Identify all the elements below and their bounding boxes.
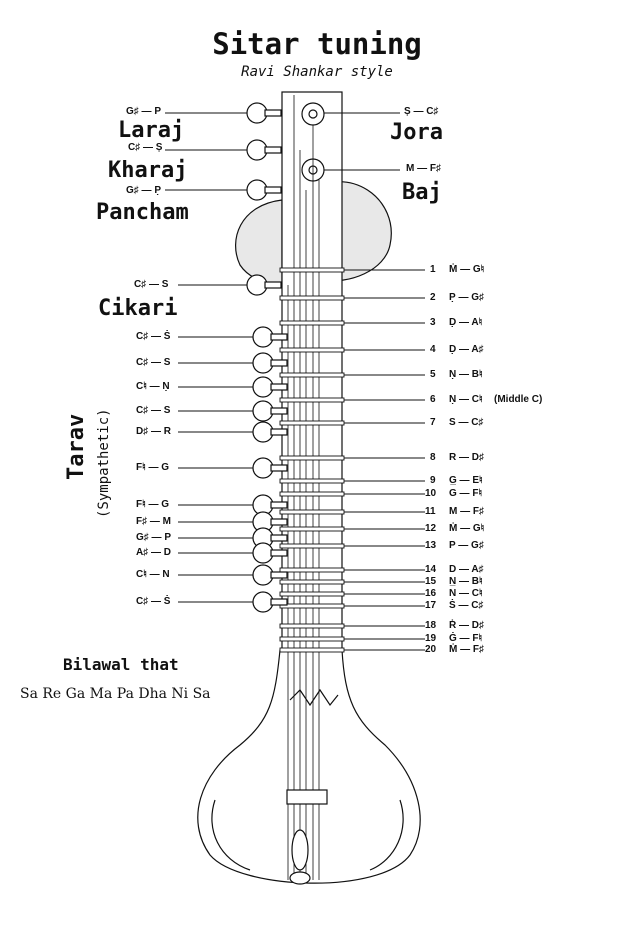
fret-note: Ḍ — A♮ bbox=[449, 317, 483, 328]
tarav-note: C♯ — S bbox=[136, 357, 171, 368]
tarav-note: F♯ — M bbox=[136, 516, 171, 527]
tarav-peg bbox=[253, 327, 273, 347]
cikari-label: Cikari bbox=[98, 296, 178, 321]
page-subtitle: Ravi Shankar style bbox=[241, 64, 393, 80]
fret-note: P̣ — G♯ bbox=[449, 292, 485, 303]
fret-bar bbox=[280, 637, 344, 641]
fret-bar bbox=[280, 527, 344, 531]
fret-number: 16 bbox=[425, 588, 437, 599]
cikari-peg-shaft bbox=[265, 282, 281, 288]
fret-note: Ġ — F♮ bbox=[449, 633, 483, 644]
thaat-scale: Sa Re Ga Ma Pa Dha Ni Sa bbox=[20, 686, 211, 702]
fret-number: 1 bbox=[430, 264, 436, 275]
fret-bar bbox=[280, 296, 344, 300]
fret-bar bbox=[280, 580, 344, 584]
tarav-peg-shaft bbox=[271, 334, 287, 340]
laraj-note: G♯ — P bbox=[126, 106, 162, 117]
fret-note: N — C♮ bbox=[449, 588, 483, 599]
fret-bar bbox=[280, 348, 344, 352]
baj-label: Baj bbox=[402, 180, 442, 205]
tarav-note: F♮ — G bbox=[136, 499, 170, 510]
tarav-peg bbox=[253, 377, 273, 397]
tarav-peg-shaft bbox=[271, 599, 287, 605]
fret-number: 13 bbox=[425, 540, 437, 551]
cikari-peg bbox=[247, 275, 267, 295]
pancham-note: G♯ — P̣ bbox=[126, 185, 162, 196]
fret-bar bbox=[280, 592, 344, 596]
fret-note: P — G♯ bbox=[449, 540, 484, 551]
tarav-note: F♮ — G bbox=[136, 462, 170, 473]
fret-bar bbox=[280, 544, 344, 548]
tarav-note: C♮ — N bbox=[136, 569, 170, 580]
fret-number: 18 bbox=[425, 620, 437, 631]
fret-number: 9 bbox=[430, 475, 436, 486]
fret-number: 20 bbox=[425, 644, 437, 655]
tarav-sublabel: (Sympathetic) bbox=[96, 408, 112, 518]
tarav-peg bbox=[253, 592, 273, 612]
sitar-neck bbox=[282, 92, 342, 650]
fret-bar bbox=[280, 479, 344, 483]
fret-note: G — F♮ bbox=[449, 488, 483, 499]
fret-note: Ṇ — B♮ bbox=[449, 369, 483, 380]
laraj-peg-shaft bbox=[265, 110, 281, 116]
page-title: Sitar tuning bbox=[212, 27, 422, 61]
fret-note: Ṁ — G♮ bbox=[449, 523, 485, 534]
tarav-peg-shaft bbox=[271, 572, 287, 578]
jora-note: Ṣ — C♯ bbox=[404, 106, 439, 117]
fret-number: 3 bbox=[430, 317, 436, 328]
tarav-peg-shaft bbox=[271, 429, 287, 435]
fret-bar bbox=[280, 624, 344, 628]
fret-note: Ṇ — C♮ bbox=[449, 394, 483, 405]
fret-number: 8 bbox=[430, 452, 436, 463]
fret-note: N̲ — B♮ bbox=[449, 576, 483, 587]
baj-note: M — F♯ bbox=[406, 163, 441, 174]
tarav-peg-shaft bbox=[271, 519, 287, 525]
laraj-peg bbox=[247, 103, 267, 123]
fret-note: Ṙ — D♯ bbox=[449, 620, 484, 631]
fret-number: 2 bbox=[430, 292, 436, 303]
kharaj-label: Kharaj bbox=[108, 158, 188, 183]
tarav-peg bbox=[253, 565, 273, 585]
tarav-note: C♯ — Ṡ bbox=[136, 331, 171, 342]
kharaj-peg-shaft bbox=[265, 147, 281, 153]
fret-bar bbox=[280, 604, 344, 608]
tarav-peg bbox=[253, 458, 273, 478]
fret-number: 17 bbox=[425, 600, 437, 611]
fret-number: 14 bbox=[425, 564, 437, 575]
jora-label: Jora bbox=[390, 120, 443, 145]
kharaj-peg bbox=[247, 140, 267, 160]
tarav-peg-shaft bbox=[271, 465, 287, 471]
fret-bar bbox=[280, 510, 344, 514]
laraj-label: Laraj bbox=[118, 118, 185, 143]
fret-number: 10 bbox=[425, 488, 437, 499]
fret-number: 7 bbox=[430, 417, 436, 428]
tarav-note: C♮ — Ṇ bbox=[136, 381, 170, 392]
tarav-note: D♯ — R bbox=[136, 426, 171, 437]
fret-bar bbox=[280, 268, 344, 272]
fret-bar bbox=[280, 321, 344, 325]
cikari-note: C♯ — S bbox=[134, 279, 169, 290]
pancham-peg bbox=[247, 180, 267, 200]
tarav-peg bbox=[253, 353, 273, 373]
resonator-body bbox=[198, 650, 420, 883]
fret-note: Ṁ — F♯ bbox=[449, 644, 484, 655]
fret-bar bbox=[280, 568, 344, 572]
tarav-peg-shaft bbox=[271, 408, 287, 414]
fret-bar bbox=[280, 456, 344, 460]
fret-bar bbox=[280, 373, 344, 377]
tarav-peg bbox=[253, 422, 273, 442]
tarav-peg-shaft bbox=[271, 550, 287, 556]
fret-note: D — A♯ bbox=[449, 564, 484, 575]
tarav-label: Tarav bbox=[64, 413, 89, 480]
fret-note: M — F♯ bbox=[449, 506, 484, 517]
fret-note: Ṡ — C♯ bbox=[449, 600, 484, 611]
tarav-note: C♯ — Ṡ bbox=[136, 596, 171, 607]
pancham-peg-shaft bbox=[265, 187, 281, 193]
fret-number: 15 bbox=[425, 576, 437, 587]
fret-bar bbox=[280, 421, 344, 425]
tarav-note: G♯ — P bbox=[136, 532, 172, 543]
fret-bar bbox=[280, 398, 344, 402]
fret-number: 12 bbox=[425, 523, 437, 534]
tarav-peg-shaft bbox=[271, 384, 287, 390]
tarav-note: A♯ — D bbox=[136, 547, 171, 558]
fret-note: Ṁ — G♮ bbox=[449, 264, 485, 275]
fret-number: 6 bbox=[430, 394, 436, 405]
fret-number: 11 bbox=[425, 506, 436, 517]
pancham-label: Pancham bbox=[96, 200, 189, 225]
tarav-peg-shaft bbox=[271, 360, 287, 366]
fret-bar bbox=[280, 648, 344, 652]
tarav-peg bbox=[253, 543, 273, 563]
tarav-note: C♯ — S bbox=[136, 405, 171, 416]
tarav-peg bbox=[253, 401, 273, 421]
fret-note: Ḍ — A♯ bbox=[449, 344, 484, 355]
tarav-peg-shaft bbox=[271, 535, 287, 541]
tarav-peg-shaft bbox=[271, 502, 287, 508]
fret-bar bbox=[280, 492, 344, 496]
fret-note: G̲ — E♮ bbox=[449, 475, 483, 486]
fret-number: 4 bbox=[430, 344, 436, 355]
middle-c-label: (Middle C) bbox=[494, 394, 543, 405]
fret-number: 19 bbox=[425, 633, 437, 644]
fret-note: S — C♯ bbox=[449, 417, 484, 428]
fret-note: R — D♯ bbox=[449, 452, 484, 463]
fret-number: 5 bbox=[430, 369, 436, 380]
thaat-label: Bilawal that bbox=[63, 655, 179, 674]
kharaj-note: C♯ — Ṣ bbox=[128, 142, 163, 153]
